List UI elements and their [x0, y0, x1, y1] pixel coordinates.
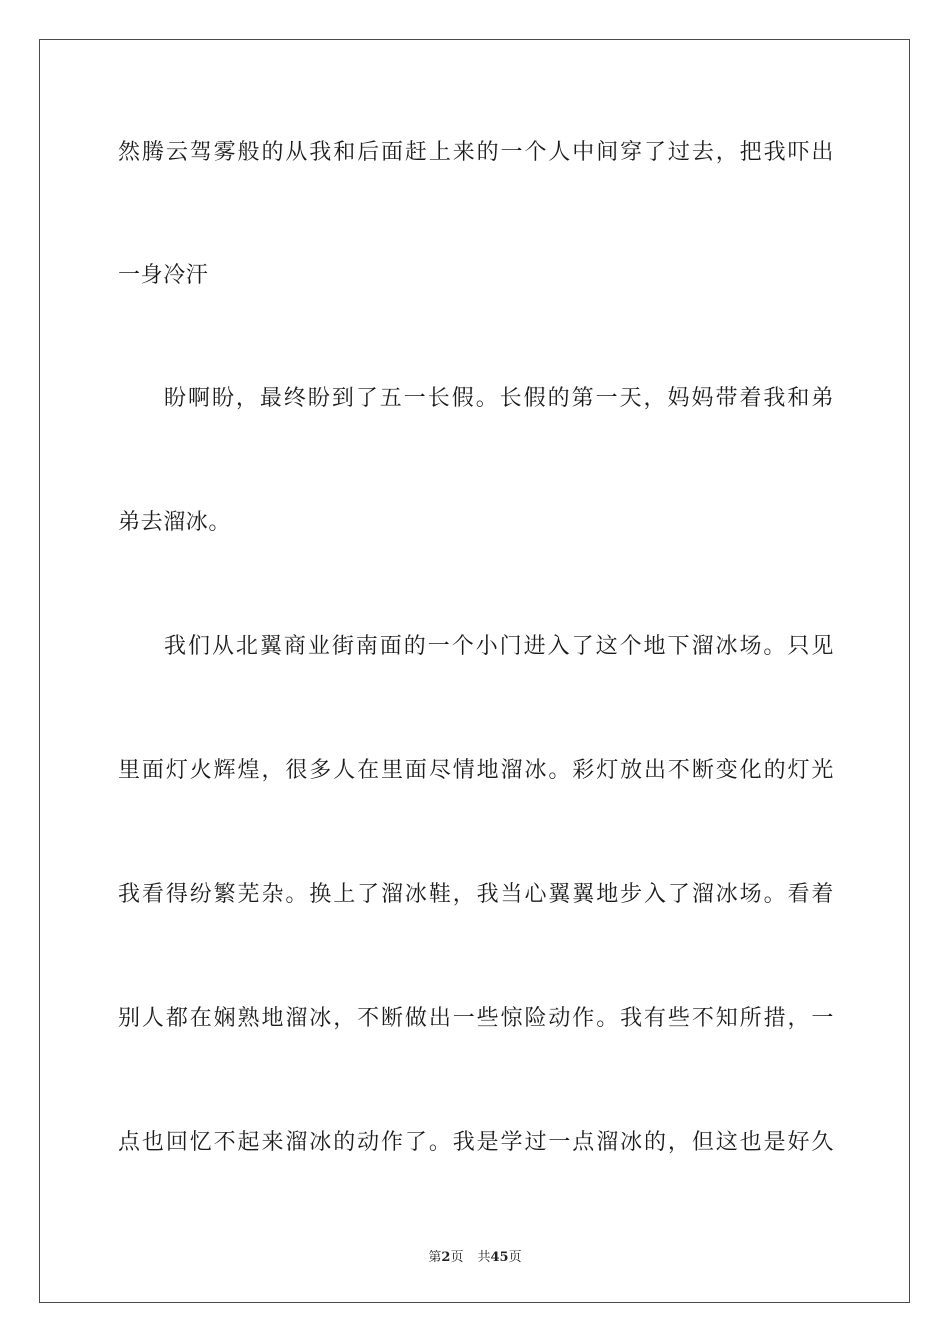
body-line-9: 点也回忆不起来溜冰的动作了。我是学过一点溜冰的，但这也是好久	[118, 1130, 834, 1155]
body-line-7: 我看得纷繁芜杂。换上了溜冰鞋，我当心翼翼地步入了溜冰场。看着	[118, 882, 834, 907]
page-total: 45	[490, 1250, 509, 1265]
body-line-2: 一身冷汗	[118, 263, 209, 288]
total-suffix: 页	[508, 1250, 522, 1265]
page-footer	[0, 1246, 950, 1265]
body-line-8: 别人都在娴熟地溜冰，不断做出一些惊险动作。我有些不知所措，一	[118, 1006, 834, 1031]
page-border	[39, 39, 910, 1303]
body-line-1: 然腾云驾雾般的从我和后面赶上来的一个人中间穿了过去，把我吓出	[118, 140, 834, 165]
total-prefix: 共	[477, 1250, 491, 1265]
body-line-6: 里面灯火辉煌，很多人在里面尽情地溜冰。彩灯放出不断变化的灯光	[118, 758, 834, 783]
body-line-4: 弟去溜冰。	[118, 510, 232, 535]
page-current: 2	[441, 1250, 451, 1265]
page-suffix: 页	[450, 1250, 464, 1265]
body-line-3: 盼啊盼，最终盼到了五一长假。长假的第一天，妈妈带着我和弟	[164, 386, 834, 411]
page-prefix: 第	[428, 1250, 442, 1265]
body-line-5: 我们从北翼商业街南面的一个小门进入了这个地下溜冰场。只见	[164, 634, 834, 659]
